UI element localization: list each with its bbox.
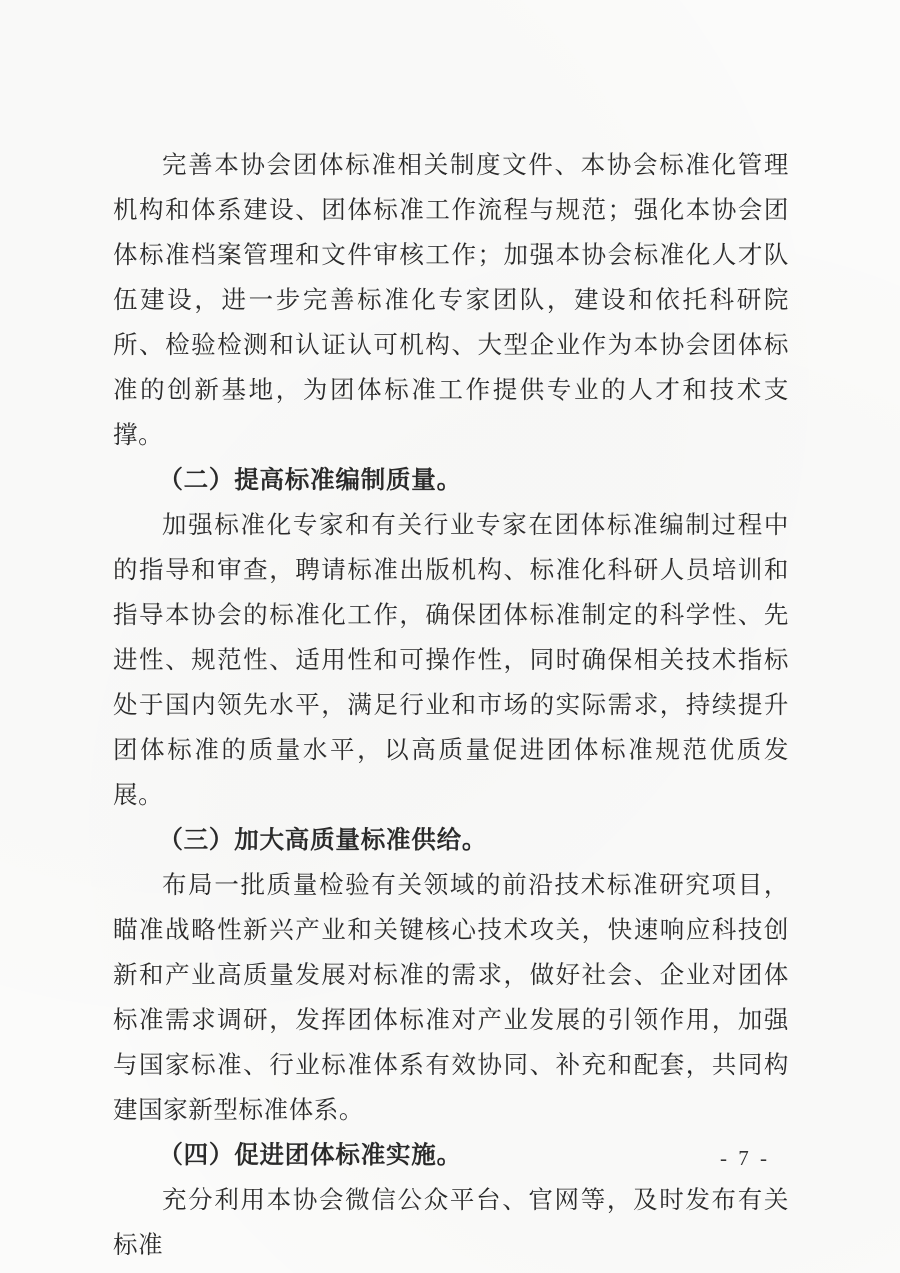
document-body <box>113 143 789 1268</box>
section-heading-4-promote-implementation: （四）促进团体标准实施。 <box>158 1142 462 1169</box>
paragraph-standards-system: 完善本协会团体标准相关制度文件、本协会标准化管理机构和体系建设、团体标准工作流程与规范；强化本协会团体标准档案管理和文件审核工作；加强本协会标准化人才队伍建设，进一步完善标准化专家团队，建设和依托科研院所、检验检测和认证认可机构、大型企业作为本协会团体标准的创新基地，为团体标准工作提供专业的人才和技术支撑。 <box>113 152 789 449</box>
paragraph-research-projects: 布局一批质量检验有关领域的前沿技术标准研究项目，瞄准战略性新兴产业和关键核心技术攻关，快速响应科技创新和产业高质量发展对标准的需求，做好社会、企业对团体标准需求调研，发挥团体标准对产业发展的引领作用，加强与国家标准、行业标准体系有效协同、补充和配套，共同构建国家新型标准体系。 <box>113 872 789 1124</box>
paragraph-publicity: 充分利用本协会微信公众平台、官网等，及时发布有关标准 <box>113 1187 789 1259</box>
section-heading-3-increase-supply: （三）加大高质量标准供给。 <box>158 827 488 854</box>
paragraph-expert-review: 加强标准化专家和有关行业专家在团体标准编制过程中的指导和审查，聘请标准出版机构、标准化科研人员培训和指导本协会的标准化工作，确保团体标准制定的科学性、先进性、规范性、适用性和可操作性，同时确保相关技术指标处于国内领先水平，满足行业和市场的实际需求，持续提升团体标准的质量水平，以高质量促进团体标准规范优质发展。 <box>113 512 789 809</box>
section-heading-2-improve-quality: （二）提高标准编制质量。 <box>158 467 462 494</box>
page-number: - 7 - <box>720 1146 770 1170</box>
